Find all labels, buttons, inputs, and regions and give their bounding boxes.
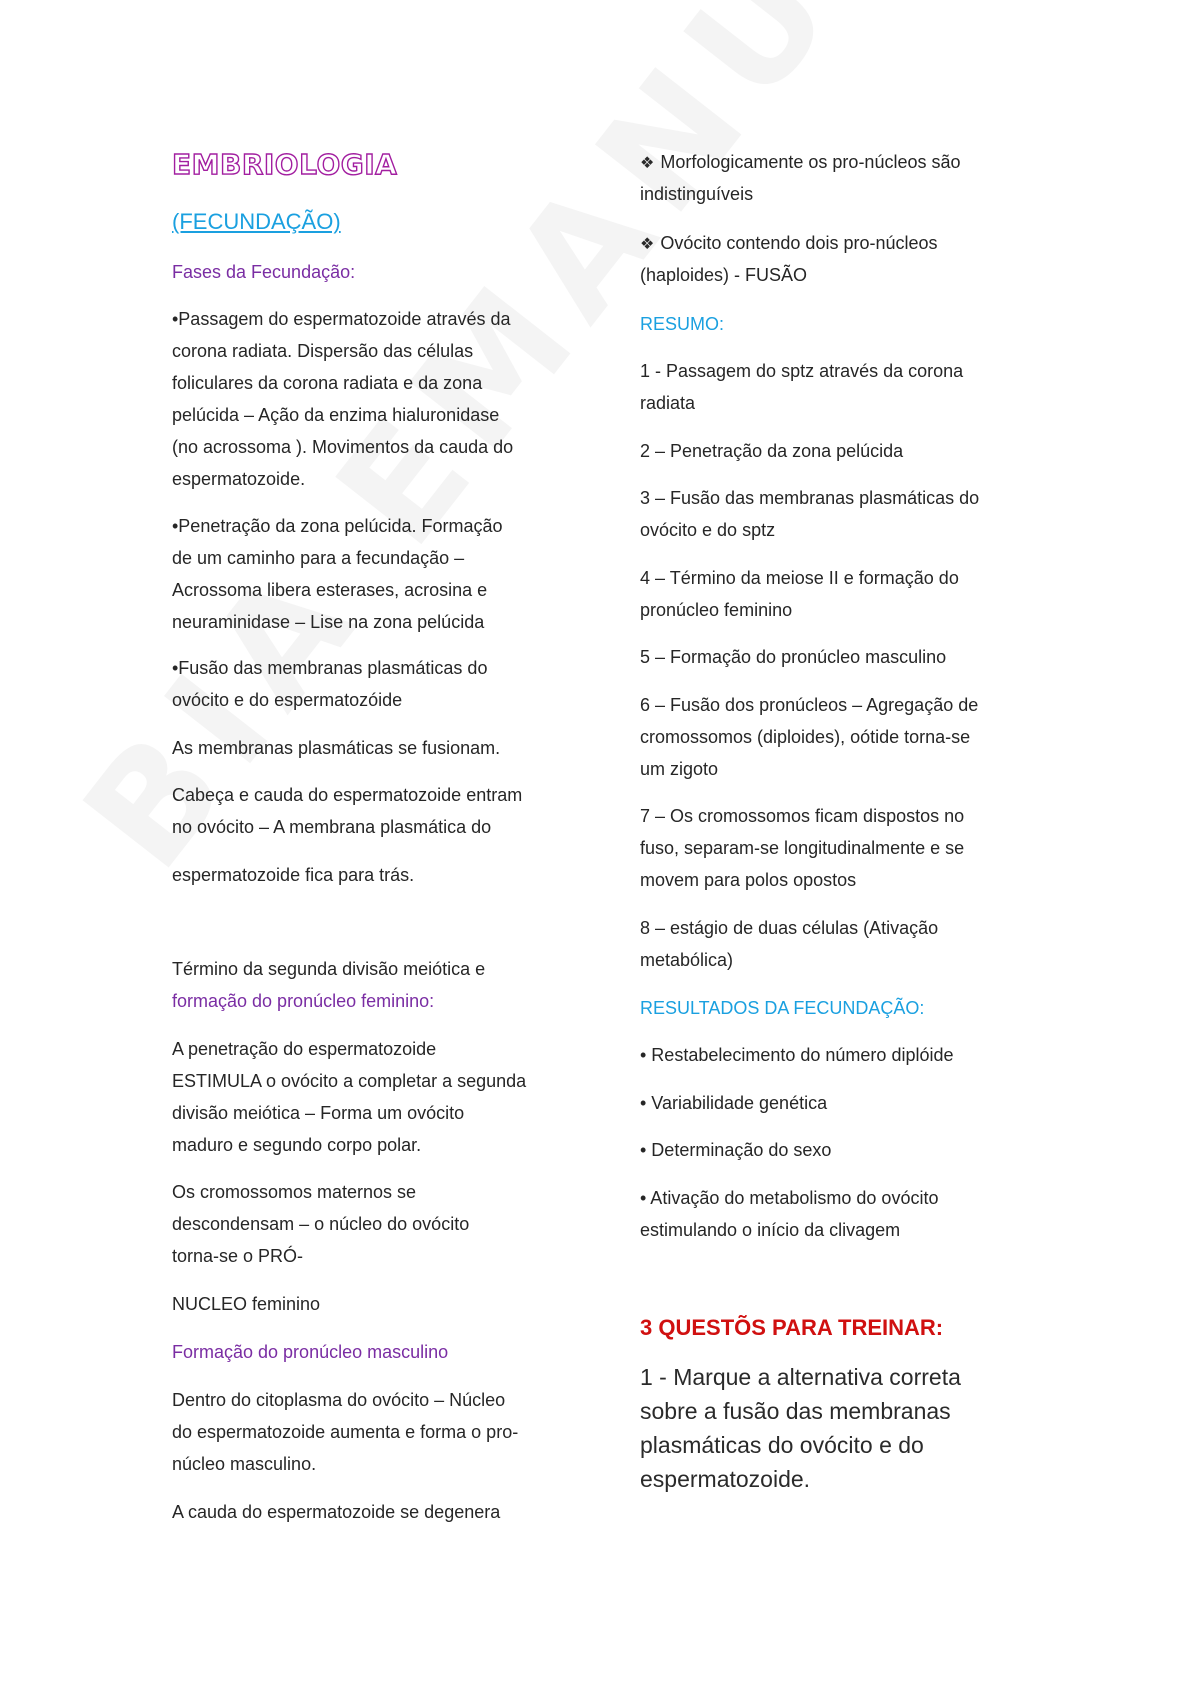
- text-line: torna-se o PRÓ-: [172, 1246, 304, 1266]
- question-line: plasmáticas do ovócito e do: [640, 1432, 924, 1458]
- text-line: • Ativação do metabolismo do ovócito: [640, 1188, 939, 1208]
- document-subtitle: (FECUNDAÇÃO): [172, 209, 341, 234]
- text-line: descondensam – o núcleo do ovócito: [172, 1214, 470, 1234]
- question-line: espermatozoide.: [640, 1466, 811, 1492]
- text-line: •Penetração da zona pelúcida. Formação: [172, 516, 503, 536]
- text-line: As membranas plasmáticas se fusionam.: [172, 738, 501, 758]
- bullet-item: [640, 150, 961, 175]
- text-line: Dentro do citoplasma do ovócito – Núcleo: [172, 1390, 506, 1410]
- text-line: estimulando o início da clivagem: [640, 1220, 901, 1240]
- text-line: pelúcida – Ação da enzima hialuronidase: [172, 405, 500, 425]
- document-title: EMBRIOLOGIA: [172, 148, 398, 181]
- female-pronucleus-heading: formação do pronúcleo feminino:: [172, 991, 435, 1011]
- text-line: • Variabilidade genética: [640, 1093, 828, 1113]
- text-line: de um caminho para a fecundação –: [172, 548, 465, 568]
- text-line: 1 - Passagem do sptz através da corona: [640, 361, 964, 381]
- text-line: ESTIMULA o ovócito a completar a segunda: [172, 1071, 527, 1091]
- text-line: Término da segunda divisão meiótica e: [172, 959, 486, 979]
- results-heading: RESULTADOS DA FECUNDAÇÃO:: [640, 998, 925, 1018]
- diamond-bullet-icon: ❖: [640, 153, 655, 172]
- text-line: Acrossoma libera esterases, acrosina e: [172, 580, 488, 600]
- text-line: cromossomos (diploides), oótide torna-se: [640, 727, 971, 747]
- text-line: espermatozoide.: [172, 469, 306, 489]
- text-line: no ovócito – A membrana plasmática do: [172, 817, 492, 837]
- resumo-heading: RESUMO:: [640, 314, 725, 334]
- text-line: 5 – Formação do pronúcleo masculino: [640, 647, 947, 667]
- diamond-bullet-icon: ❖: [640, 234, 655, 253]
- text-line: divisão meiótica – Forma um ovócito: [172, 1103, 465, 1123]
- text-line: indistinguíveis: [640, 184, 754, 204]
- text-line: fuso, separam-se longitudinalmente e se: [640, 838, 965, 858]
- text-line: ovócito e do espermatozóide: [172, 690, 403, 710]
- text-line: radiata: [640, 393, 696, 413]
- question-line: 1 - Marque a alternativa correta: [640, 1364, 961, 1390]
- question-line: sobre a fusão das membranas: [640, 1398, 951, 1424]
- text-line: 6 – Fusão dos pronúcleos – Agregação de: [640, 695, 979, 715]
- text-line: movem para polos opostos: [640, 870, 857, 890]
- text-line: • Restabelecimento do número diplóide: [640, 1045, 954, 1065]
- text-line: corona radiata. Dispersão das células: [172, 341, 474, 361]
- text-line: 8 – estágio de duas células (Ativação: [640, 918, 939, 938]
- text-line: metabólica): [640, 950, 734, 970]
- text-line: A cauda do espermatozoide se degenera: [172, 1502, 501, 1522]
- text-line: (no acrossoma ). Movimentos da cauda do: [172, 437, 514, 457]
- phases-heading: Fases da Fecundação:: [172, 262, 356, 282]
- text-line: núcleo masculino.: [172, 1454, 317, 1474]
- text-line: um zigoto: [640, 759, 719, 779]
- text-line: A penetração do espermatozoide: [172, 1039, 437, 1059]
- text-line: maduro e segundo corpo polar.: [172, 1135, 422, 1155]
- bullet-item: [640, 231, 938, 256]
- text-line: Cabeça e cauda do espermatozoide entram: [172, 785, 523, 805]
- male-pronucleus-heading: Formação do pronúcleo masculino: [172, 1342, 449, 1362]
- text-line: (haploides) - FUSÃO: [640, 265, 808, 285]
- text-line: espermatozoide fica para trás.: [172, 865, 415, 885]
- bullet-text: Morfologicamente os pro-núcleos são: [660, 152, 961, 172]
- text-line: neuraminidase – Lise na zona pelúcida: [172, 612, 485, 632]
- text-line: •Fusão das membranas plasmáticas do: [172, 658, 488, 678]
- text-line: Os cromossomos maternos se: [172, 1182, 417, 1202]
- text-line: foliculares da corona radiata e da zona: [172, 373, 483, 393]
- text-line: 2 – Penetração da zona pelúcida: [640, 441, 904, 461]
- text-line: • Determinação do sexo: [640, 1140, 832, 1160]
- text-line: 4 – Término da meiose II e formação do: [640, 568, 959, 588]
- text-line: 7 – Os cromossomos ficam dispostos no: [640, 806, 965, 826]
- text-line: do espermatozoide aumenta e forma o pro-: [172, 1422, 519, 1442]
- questions-heading: 3 QUESTÕS PARA TREINAR:: [640, 1315, 944, 1340]
- text-line: 3 – Fusão das membranas plasmáticas do: [640, 488, 980, 508]
- text-line: ovócito e do sptz: [640, 520, 776, 540]
- text-line: •Passagem do espermatozoide através da: [172, 309, 511, 329]
- bullet-text: Ovócito contendo dois pro-núcleos: [660, 233, 938, 253]
- text-line: pronúcleo feminino: [640, 600, 793, 620]
- text-line: NUCLEO feminino: [172, 1294, 321, 1314]
